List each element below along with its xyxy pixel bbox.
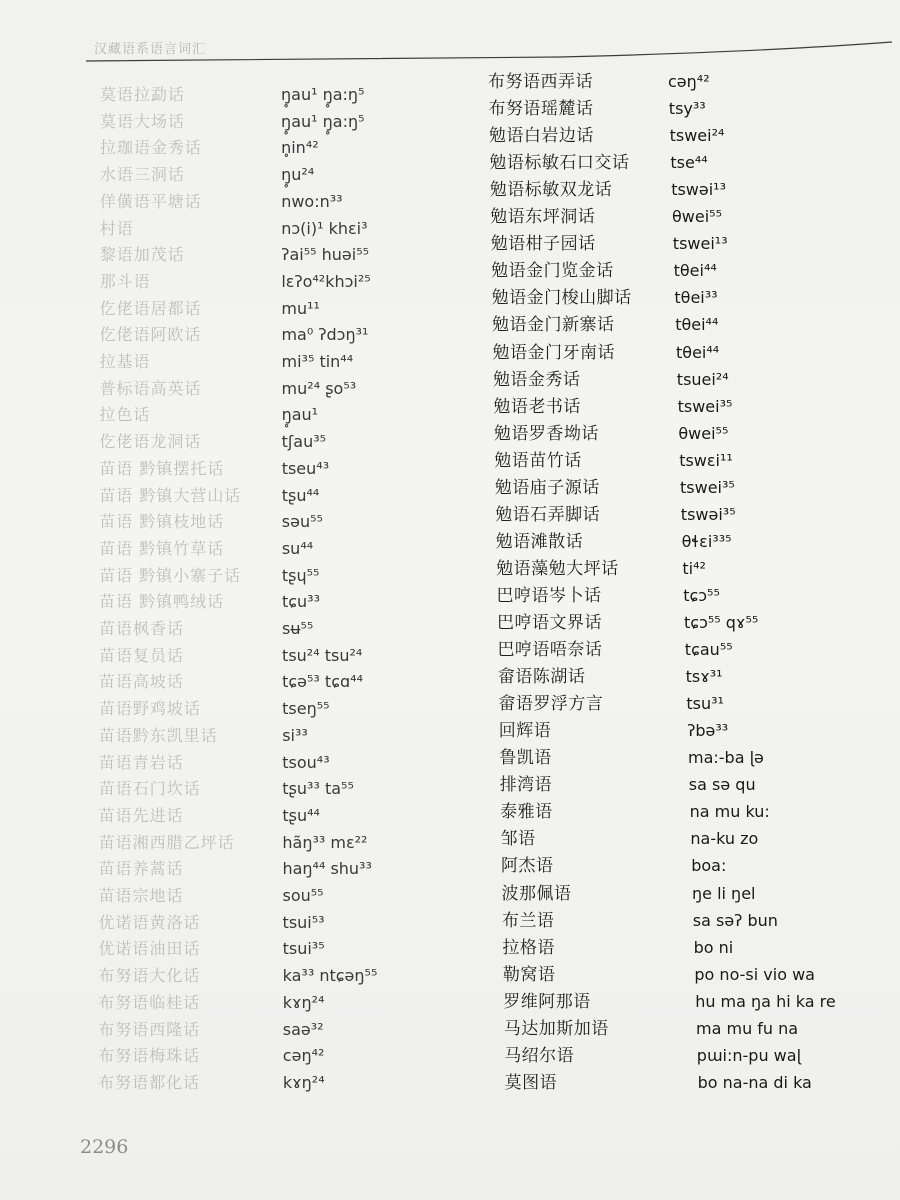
language-name: 莫语大场话: [99, 111, 185, 131]
language-name: 优诺语油田话: [98, 939, 201, 959]
ipa-form: tsuei²⁴: [676, 369, 729, 389]
language-name: 苗语复员话: [98, 645, 184, 665]
ipa-form: tsu³¹: [686, 694, 724, 714]
ipa-form: na mu ku:: [689, 802, 770, 822]
language-name: 邹语: [500, 829, 536, 850]
ipa-form: tsui³⁵: [282, 939, 325, 959]
ipa-form: tswei²⁴: [669, 126, 725, 146]
ipa-form: tse⁴⁴: [670, 153, 708, 173]
language-name: 黎语加茂话: [99, 245, 185, 265]
language-name: 苗语 黔镇小寨子话: [99, 565, 242, 585]
language-name: 苗语黔东凯里话: [98, 725, 218, 745]
language-name: 鲁凯语: [499, 748, 552, 769]
language-name: 马绍尔语: [504, 1045, 575, 1066]
ipa-form: mi³⁵ tin⁴⁴: [281, 352, 354, 371]
ipa-form: sou⁵⁵: [282, 886, 324, 905]
ipa-form: si³³: [282, 725, 308, 745]
ipa-form: sʉ⁵⁵: [282, 619, 314, 638]
ipa-form: kɤŋ²⁴: [282, 992, 325, 1012]
ipa-form: tswəi¹³: [671, 180, 726, 200]
ipa-form: ma⁰ ʔdɔŋ³¹: [281, 325, 369, 345]
language-name: 回辉语: [498, 721, 552, 742]
ipa-form: tsɤ³¹: [685, 667, 723, 687]
language-name: 勉语金门牙南话: [492, 342, 615, 363]
entry-row: [0, 530, 900, 554]
entry-row: [0, 854, 900, 878]
language-name: 畲语罗浮方言: [498, 694, 604, 715]
language-name: 苗语先进话: [98, 805, 184, 825]
entry-row: [0, 476, 900, 500]
entry-row: [0, 286, 900, 310]
ipa-form: hãŋ³³ mɛ²²: [282, 832, 368, 852]
ipa-form: pɯi:n-pu waɭ: [696, 1045, 802, 1065]
ipa-form: tswəi³⁵: [680, 504, 736, 524]
ipa-form: tseu⁴³: [281, 458, 330, 478]
entry-row: [0, 638, 900, 662]
language-name: 苗语湘西腊乙坪话: [98, 832, 235, 852]
entry-row: [0, 665, 900, 689]
ipa-form: ŋ̥au¹ ŋ̥a:ŋ⁵: [281, 85, 365, 104]
ipa-form: ti⁴²: [682, 558, 706, 578]
language-name: 苗语 黔镇竹草话: [99, 538, 225, 558]
language-name: 拉基语: [99, 352, 151, 371]
language-name: 勉语苗竹话: [494, 450, 582, 471]
entry-row: [0, 1071, 900, 1095]
language-name: 布兰语: [501, 910, 555, 931]
ipa-form: ŋe li ŋel: [692, 883, 756, 903]
language-name: 勉语庙子源话: [494, 477, 600, 498]
ipa-form: tsu²⁴ tsu²⁴: [282, 645, 363, 665]
language-name: 苗语 黔镇大营山话: [99, 485, 242, 505]
ipa-form: tsy³³: [668, 99, 706, 119]
language-name: 拉珈语金秀话: [99, 138, 202, 158]
entry-row: [0, 827, 900, 851]
language-name: 勉语滩散话: [495, 531, 584, 552]
ipa-form: nwo:n³³: [281, 191, 343, 211]
language-name: 莫图语: [504, 1072, 558, 1093]
ipa-form: ka³³ ntɕəŋ⁵⁵: [282, 966, 378, 986]
ipa-form: kɤŋ²⁴: [282, 1072, 325, 1092]
language-name: 水语三洞话: [99, 165, 185, 185]
entry-row: [0, 692, 900, 716]
entry-row: [0, 990, 900, 1014]
entry-row: [0, 449, 900, 473]
language-name: 苗语 黔镇枝地话: [99, 512, 225, 532]
language-name: 巴哼语文界话: [497, 613, 602, 633]
entry-row: [0, 124, 900, 148]
language-name: 勉语柑子园话: [490, 234, 596, 255]
language-name: 佯僙语平塘话: [99, 191, 202, 211]
language-name: 苗语养蒿话: [98, 859, 184, 879]
entry-row: [0, 232, 900, 256]
language-name: 勉语白岩边话: [488, 126, 594, 147]
language-name: 苗语宗地话: [98, 886, 184, 905]
language-name: 勉语石弄脚话: [495, 504, 601, 525]
language-name: 畲语陈湖话: [497, 667, 586, 688]
ipa-form: tswei³⁵: [680, 477, 735, 497]
language-name: 布努语瑶麓话: [488, 99, 594, 120]
language-name: 泰雅语: [500, 802, 553, 823]
ipa-form: mu²⁴ ʂo⁵³: [281, 378, 357, 398]
ipa-form: tθei⁴⁴: [675, 315, 719, 335]
entry-row: [0, 746, 900, 770]
language-name: 苗语 黔镇摆托话: [99, 458, 225, 478]
ipa-form: tɕau⁵⁵: [684, 640, 733, 660]
ipa-form: tθei³³: [674, 288, 718, 308]
ipa-form: ma:-ba ɭə: [688, 748, 764, 768]
language-name: 苗语野鸡坡话: [98, 699, 201, 719]
language-name: 排湾语: [499, 775, 553, 796]
language-name: 阿杰语: [501, 856, 554, 877]
language-name: 拉格语: [502, 937, 555, 958]
ipa-form: na-ku zo: [690, 829, 759, 849]
ipa-form: ʔbə³³: [687, 721, 729, 741]
language-name: 勉语金门览金话: [491, 261, 614, 282]
language-name: 布努语都化话: [98, 1072, 201, 1092]
language-name: 波那佩语: [501, 883, 572, 904]
entry-row: [0, 151, 900, 175]
ipa-form: boa:: [691, 856, 727, 876]
entry-row: [0, 205, 900, 229]
entry-row: [0, 368, 900, 392]
ipa-form: tsou⁴³: [282, 752, 330, 772]
ipa-form: tswɛi¹¹: [679, 450, 733, 470]
ipa-form: mu¹¹: [281, 298, 320, 318]
language-name: 勉语金门梭山脚话: [491, 288, 632, 309]
ipa-form: tɕə⁵³ tɕɑ⁴⁴: [282, 672, 363, 692]
entry-row: [0, 584, 900, 608]
language-name: 罗维阿那语: [503, 991, 591, 1012]
entry-row: [0, 557, 900, 581]
ipa-form: tʂu⁴⁴: [282, 805, 320, 825]
ipa-form: tɕɔ⁵⁵ qɤ⁵⁵: [684, 613, 759, 632]
entry-row: [0, 503, 900, 527]
language-name: 仡佬语龙洞话: [99, 432, 202, 452]
ipa-form: ŋ̥au¹ ŋ̥a:ŋ⁵: [281, 111, 365, 131]
language-name: 巴哼语岑卜话: [496, 585, 602, 606]
language-name: 巴哼语唔奈话: [497, 640, 603, 661]
entry-row: [0, 936, 900, 960]
entry-row: [0, 259, 900, 283]
language-name: 拉色话: [99, 405, 151, 425]
language-name: 布努语大化话: [98, 966, 201, 986]
ipa-form: tswei³⁵: [677, 396, 733, 416]
ipa-form: ŋ̥au¹: [281, 405, 319, 425]
entry-row: [0, 97, 900, 121]
entry-row: [0, 178, 900, 202]
ipa-form: bo na-na di ka: [697, 1072, 812, 1092]
language-name: 苗语青岩话: [98, 752, 184, 772]
language-name: 苗语高坡话: [98, 672, 184, 692]
language-name: 勒窝语: [502, 964, 556, 985]
ipa-form: tɕɔ⁵⁵: [683, 585, 720, 605]
language-name: 勉语罗香坳话: [493, 423, 599, 444]
ipa-form: tswei¹³: [672, 234, 728, 254]
language-name: 布努语西弄话: [488, 72, 593, 92]
language-name: 勉语金门新寨话: [492, 315, 615, 336]
ipa-form: haŋ⁴⁴ shu³³: [282, 859, 372, 879]
ipa-form: tɕu³³: [281, 592, 320, 612]
ipa-form: saə³²: [282, 1019, 324, 1039]
language-name: 布努语西隆话: [98, 1019, 201, 1039]
entry-row: [0, 313, 900, 337]
language-name: 村语: [99, 218, 134, 238]
entry-row: [0, 422, 900, 446]
entry-row: [0, 909, 900, 933]
ipa-form: θwei⁵⁵: [678, 423, 729, 443]
ipa-form: sa sə qu: [688, 775, 756, 795]
running-title: 汉藏语系语言词汇: [94, 42, 207, 57]
entry-row: [0, 70, 900, 94]
ipa-form: tʂu³³ ta⁵⁵: [282, 779, 354, 799]
language-name: 勉语金秀话: [492, 369, 581, 390]
ipa-form: lɛʔo⁴²khɔi²⁵: [281, 271, 371, 291]
language-name: 勉语老书话: [493, 396, 581, 417]
ipa-form: tθei⁴⁴: [673, 261, 717, 281]
entry-row: [0, 800, 900, 824]
language-name: 布努语临桂话: [98, 992, 201, 1012]
ipa-form: su⁴⁴: [281, 538, 314, 558]
entry-row: [0, 773, 900, 797]
language-name: 苗语 黔镇鸭绒话: [99, 592, 225, 612]
ipa-form: ŋ̥u²⁴: [281, 165, 315, 185]
ipa-form: ma mu fu na: [696, 1018, 799, 1038]
ipa-form: səu⁵⁵: [281, 512, 323, 532]
ipa-form: tseŋ⁵⁵: [282, 699, 330, 719]
entry-row: [0, 1044, 900, 1068]
ipa-form: bo ni: [693, 937, 734, 957]
entry-row: [0, 882, 900, 906]
ipa-form: cəŋ⁴²: [282, 1046, 325, 1066]
ipa-form: ʔai⁵⁵ huəi⁵⁵: [281, 245, 370, 265]
language-name: 优诺语黄洛话: [98, 912, 201, 932]
entry-row: [0, 963, 900, 987]
language-name: 普标语高英话: [99, 378, 202, 398]
entry-row: [0, 719, 900, 743]
entry-row: [0, 611, 900, 635]
language-name: 勉语标敏双龙话: [489, 180, 613, 201]
entry-row: [0, 1017, 900, 1041]
ipa-form: n̥in⁴²: [281, 138, 319, 158]
ipa-form: hu ma ŋa hi ka re: [695, 991, 836, 1011]
language-name: 仡佬语阿欧话: [99, 325, 202, 345]
ipa-form: tʂɥ⁵⁵: [281, 565, 320, 585]
language-name: 马达加斯加语: [503, 1018, 609, 1039]
ipa-form: tʃau³⁵: [281, 432, 327, 452]
ipa-form: po no-si vio wa: [694, 964, 815, 984]
page-number: 2296: [80, 1136, 129, 1158]
ipa-form: tsui⁵³: [282, 912, 325, 932]
entry-row: [0, 341, 900, 365]
entry-row: [0, 395, 900, 419]
ipa-form: θwei⁵⁵: [672, 207, 722, 227]
language-name: 仡佬语居都话: [99, 298, 202, 318]
ipa-form: tʂu⁴⁴: [281, 485, 320, 505]
language-name: 莫语拉勐话: [100, 85, 186, 104]
language-name: 勉语东坪洞话: [490, 207, 596, 228]
language-name: 那斗语: [99, 271, 151, 291]
ipa-form: nɔ(i)¹ khɛi³: [281, 218, 368, 238]
ipa-form: θɬɛi³³⁵: [681, 531, 732, 551]
language-name: 勉语标敏石口交话: [489, 153, 630, 174]
language-name: 勉语藻勉大坪话: [496, 558, 619, 579]
ipa-form: sa səʔ bun: [692, 910, 778, 930]
ipa-form: cəŋ⁴²: [668, 72, 710, 91]
ipa-form: tθei⁴⁴: [676, 342, 720, 362]
language-name: 苗语枫香话: [99, 619, 185, 638]
language-name: 苗语石门坎话: [98, 779, 201, 799]
language-name: 布努语梅珠话: [98, 1046, 201, 1066]
